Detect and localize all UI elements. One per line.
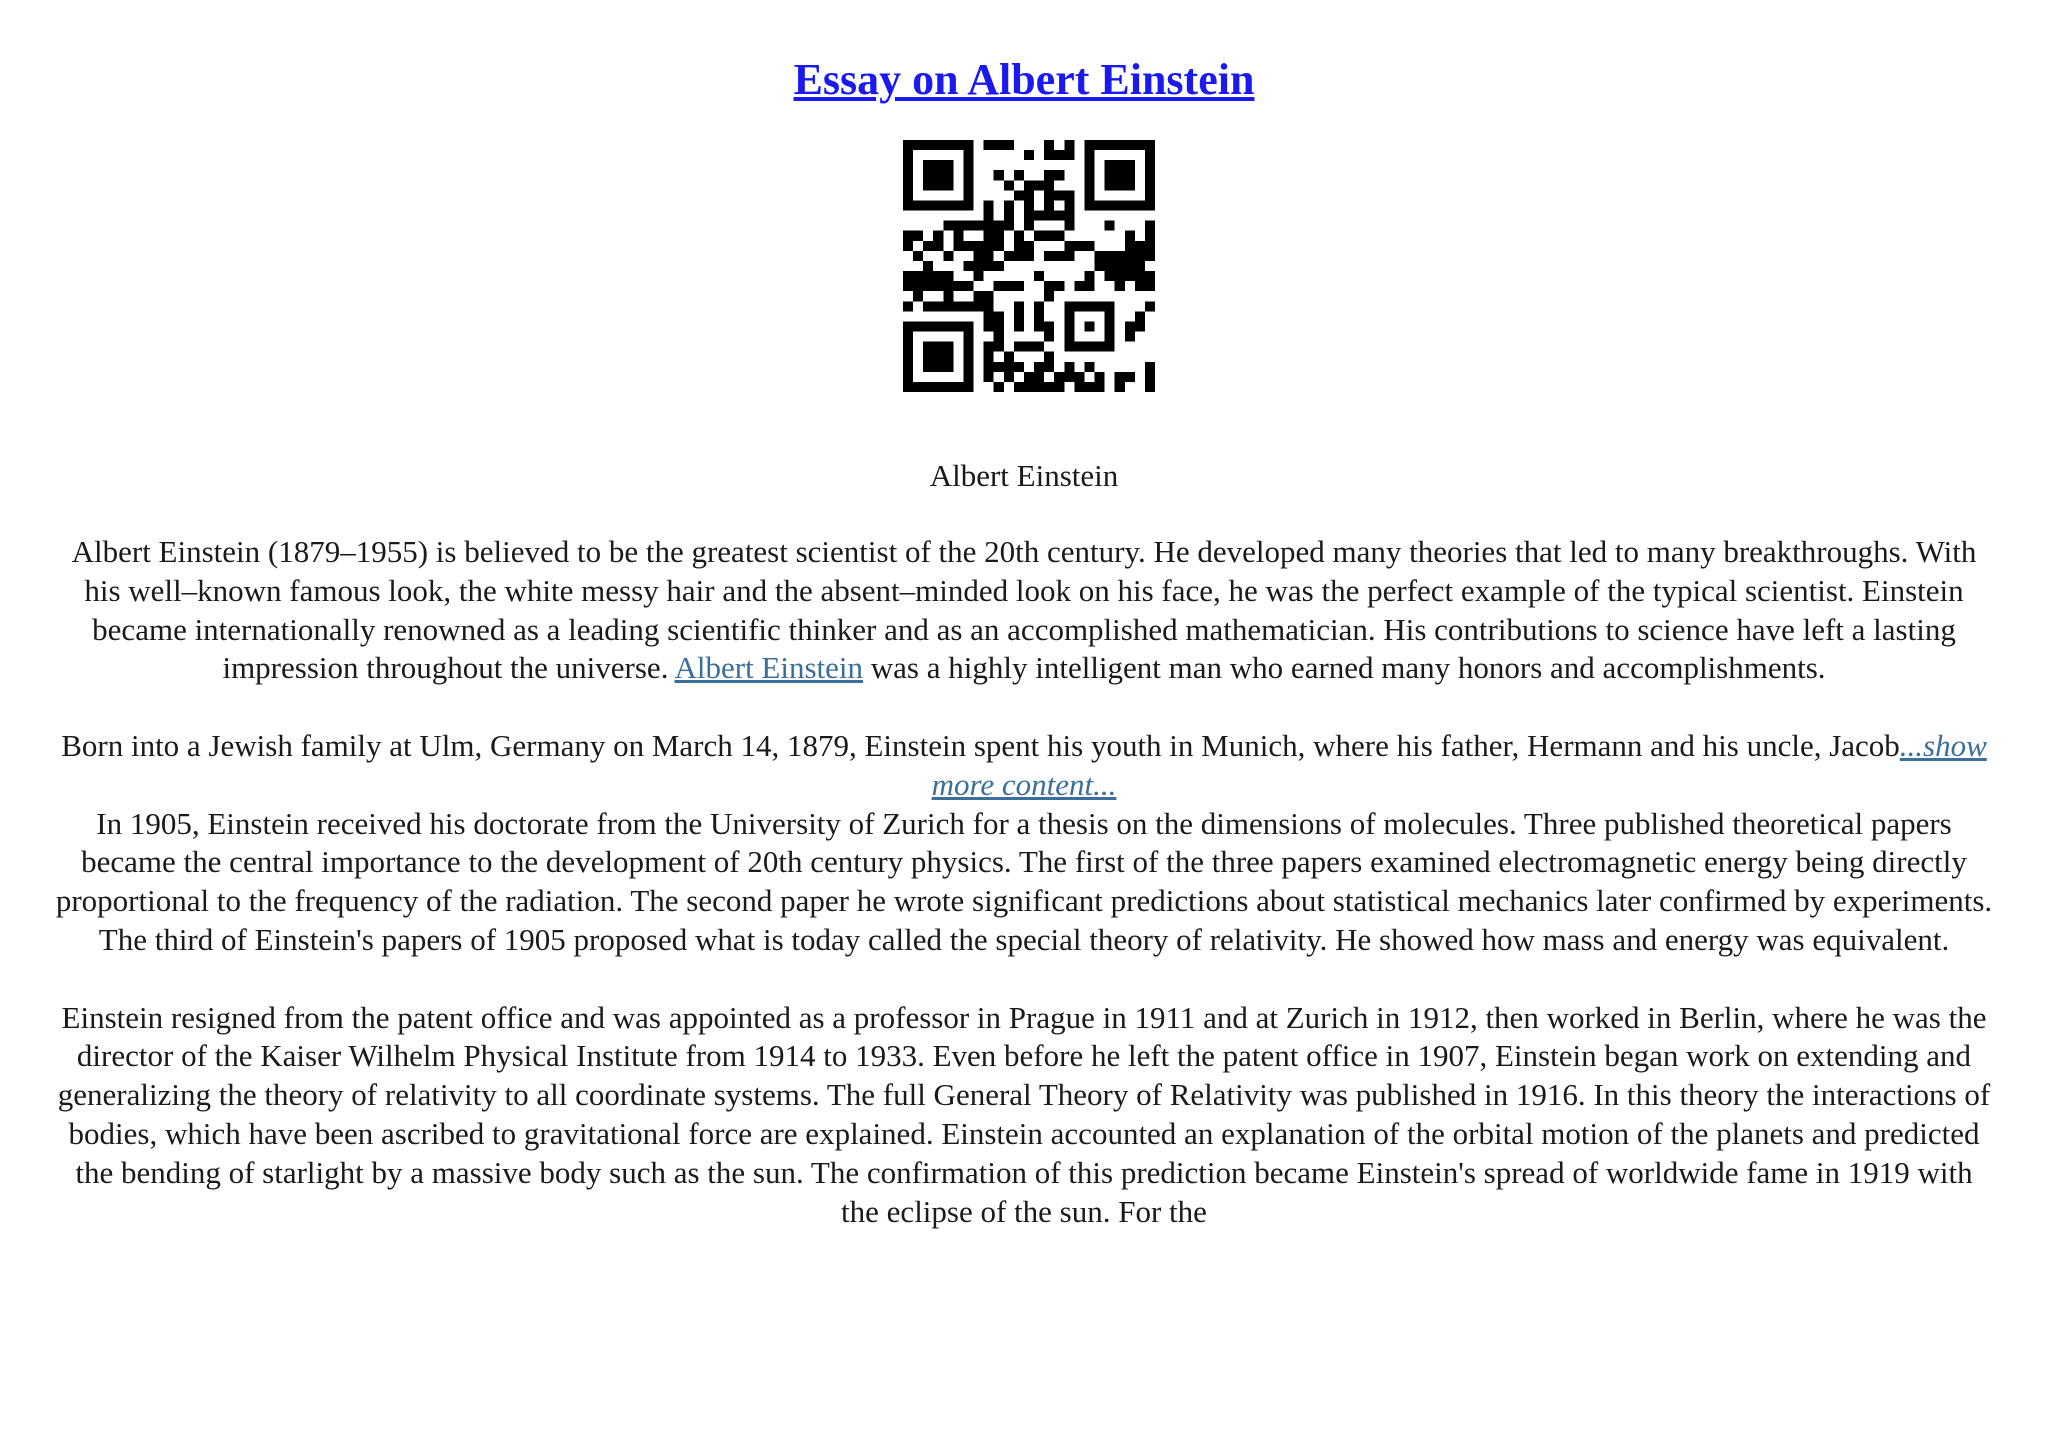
qr-code-icon bbox=[903, 140, 1155, 392]
paragraph-birth-text: Born into a Jewish family at Ulm, Germany on March 14, 1879, Einstein spent his youth in Munich, where his father, Hermann and his uncle, Jacob bbox=[61, 727, 1900, 763]
essay-body bbox=[54, 533, 1994, 1231]
paragraph-birth bbox=[54, 727, 1994, 805]
paragraph-career: Einstein resigned from the patent office and was appointed as a professor in Prague in 1911 and at Zurich in 1912, then worked in Berlin, where he was the director of the Kaiser Wilhelm Physical Institute from 1914 to 1933. Even before he left the patent office in 1907, Einstein began work on extending and generalizing the theory of relativity to all coordinate systems. The full General Theory of Relativity was published in 1916. In this theory the interactions of bodies, which have been ascribed to gravitational force are explained. Einstein accounted an explanation of the orbital motion of the planets and predicted the bending of starlight by a massive body such as the sun. The confirmation of this prediction became Einstein's spread of worldwide fame in 1919 with the eclipse of the sun. For the bbox=[57, 999, 1991, 1229]
albert-einstein-link[interactable]: Albert Einstein bbox=[674, 650, 864, 686]
page-title bbox=[0, 52, 2048, 108]
title-link[interactable]: Essay on Albert Einstein bbox=[793, 55, 1255, 104]
show-more-link[interactable]: ...show more content... bbox=[931, 727, 1987, 802]
paragraph-intro bbox=[54, 533, 1994, 688]
paragraph-intro-text-end: was a highly intelligent man who earned many honors and accomplishments. bbox=[863, 650, 1826, 686]
paragraph-intro-text-start: Albert Einstein (1879–1955) is believed to be the greatest scientist of the 20th century. He developed many theories that led to many breakthroughs. With his well–known famous look, the white messy hair and the absent–minded look on his face, he was the perfect example of the typical scientist. Einstein became internationally renowned as a leading scientific thinker and as an accomplished mathematician. His contributions to science have left a lasting impression throughout the universe. bbox=[71, 534, 1977, 686]
document-subtitle: Albert Einstein bbox=[929, 458, 1119, 493]
paragraph-gap bbox=[54, 960, 1994, 999]
paragraph-1905: In 1905, Einstein received his doctorate from the University of Zurich for a thesis on the dimensions of molecules. Three published theoretical papers became the central importance to the development of 20th century physics. The first of the three papers examined electromagnetic energy being directly proportional to the frequency of the radiation. The second paper he wrote significant predictions about statistical mechanics later confirmed by experiments. The third of Einstein's papers of 1905 proposed what is today called the special theory of relativity. He showed how mass and energy was equivalent. bbox=[55, 805, 1993, 957]
paragraph-gap bbox=[54, 688, 1994, 727]
